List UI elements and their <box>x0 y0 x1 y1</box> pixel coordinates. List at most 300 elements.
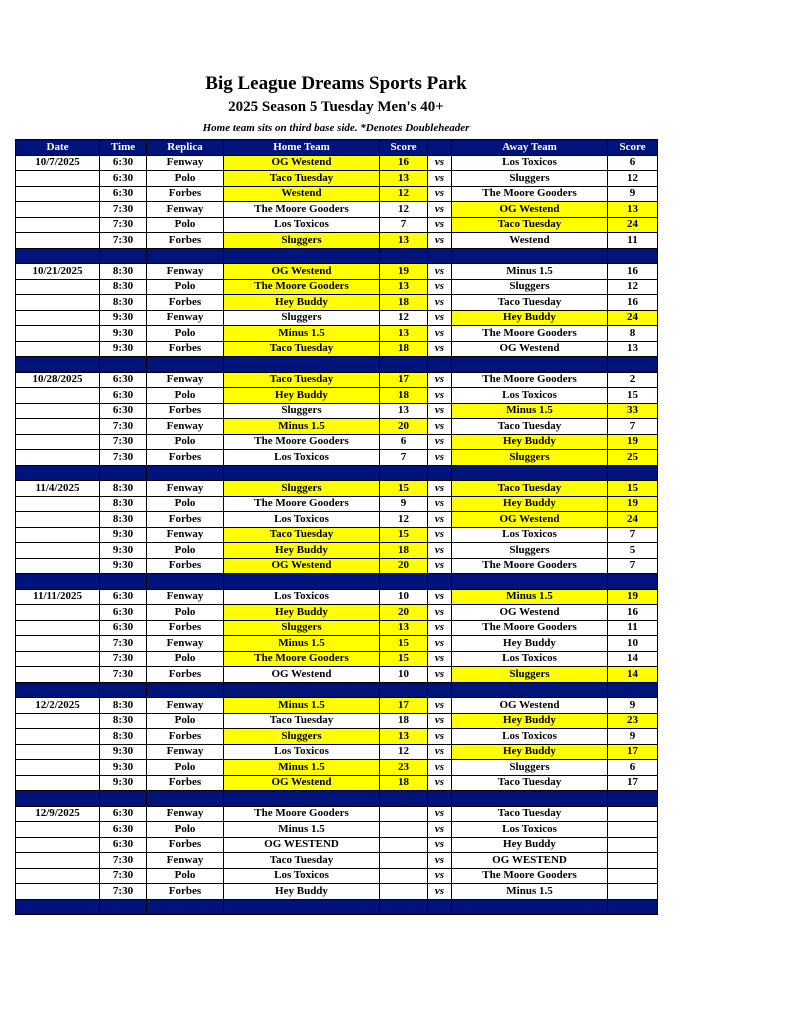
table-row <box>16 543 658 559</box>
game-date <box>16 744 100 760</box>
home-team: Los Toxicos <box>224 217 380 233</box>
page-title: Big League Dreams Sports Park <box>205 73 467 94</box>
field-name: Polo <box>147 496 224 512</box>
away-team: Los Toxicos <box>452 651 608 667</box>
field-name: Polo <box>147 388 224 404</box>
home-team: Hey Buddy <box>224 543 380 559</box>
game-time: 7:30 <box>100 419 147 435</box>
away-team: Sluggers <box>452 760 608 776</box>
vs-label: vs <box>428 512 452 528</box>
home-team: OG Westend <box>224 558 380 574</box>
game-time: 6:30 <box>100 155 147 171</box>
separator-cell <box>224 248 380 264</box>
home-team: Minus 1.5 <box>224 822 380 838</box>
home-score: 12 <box>380 512 428 528</box>
away-team: Los Toxicos <box>452 155 608 171</box>
home-team: Taco Tuesday <box>224 713 380 729</box>
away-score: 13 <box>608 202 658 218</box>
schedule-body <box>16 155 658 915</box>
separator-cell <box>224 357 380 373</box>
game-time: 6:30 <box>100 403 147 419</box>
home-team: Los Toxicos <box>224 744 380 760</box>
away-team: Westend <box>452 233 608 249</box>
game-time: 8:30 <box>100 481 147 497</box>
separator-cell <box>452 574 608 590</box>
separator-cell <box>100 465 147 481</box>
field-name: Forbes <box>147 729 224 745</box>
away-score: 19 <box>608 496 658 512</box>
home-score <box>380 806 428 822</box>
home-score: 18 <box>380 543 428 559</box>
field-name: Fenway <box>147 419 224 435</box>
game-time: 8:30 <box>100 729 147 745</box>
home-score: 13 <box>380 171 428 187</box>
away-score <box>608 806 658 822</box>
separator-cell <box>224 791 380 807</box>
vs-label: vs <box>428 186 452 202</box>
home-score <box>380 853 428 869</box>
game-time: 6:30 <box>100 605 147 621</box>
field-name: Polo <box>147 543 224 559</box>
vs-label: vs <box>428 481 452 497</box>
separator-cell <box>16 682 100 698</box>
vs-label: vs <box>428 496 452 512</box>
field-name: Polo <box>147 279 224 295</box>
home-team: The Moore Gooders <box>224 202 380 218</box>
home-team: Minus 1.5 <box>224 419 380 435</box>
home-team: Sluggers <box>224 310 380 326</box>
vs-label: vs <box>428 527 452 543</box>
separator-cell <box>428 682 452 698</box>
home-team: Taco Tuesday <box>224 372 380 388</box>
table-row <box>16 589 658 605</box>
separator-cell <box>147 682 224 698</box>
game-date <box>16 543 100 559</box>
game-date: 11/11/2025 <box>16 589 100 605</box>
field-name: Forbes <box>147 558 224 574</box>
away-team: Hey Buddy <box>452 496 608 512</box>
home-team: Sluggers <box>224 481 380 497</box>
away-score: 2 <box>608 372 658 388</box>
game-date <box>16 202 100 218</box>
away-team: Los Toxicos <box>452 388 608 404</box>
field-name: Fenway <box>147 636 224 652</box>
field-name: Fenway <box>147 527 224 543</box>
week-separator <box>16 357 658 373</box>
away-score: 12 <box>608 171 658 187</box>
vs-label: vs <box>428 775 452 791</box>
separator-cell <box>428 899 452 915</box>
game-date <box>16 837 100 853</box>
game-time: 7:30 <box>100 233 147 249</box>
away-team: Taco Tuesday <box>452 419 608 435</box>
field-name: Fenway <box>147 155 224 171</box>
home-score <box>380 822 428 838</box>
table-row <box>16 233 658 249</box>
game-time: 9:30 <box>100 744 147 760</box>
away-score: 14 <box>608 651 658 667</box>
home-team: Los Toxicos <box>224 512 380 528</box>
away-score: 33 <box>608 403 658 419</box>
home-score: 20 <box>380 558 428 574</box>
away-team: The Moore Gooders <box>452 326 608 342</box>
separator-cell <box>452 899 608 915</box>
home-score <box>380 837 428 853</box>
table-row <box>16 806 658 822</box>
game-time: 6:30 <box>100 388 147 404</box>
game-time: 8:30 <box>100 496 147 512</box>
table-row <box>16 326 658 342</box>
home-score: 18 <box>380 713 428 729</box>
away-score <box>608 853 658 869</box>
vs-label: vs <box>428 713 452 729</box>
vs-label: vs <box>428 233 452 249</box>
home-team: Los Toxicos <box>224 450 380 466</box>
table-row <box>16 450 658 466</box>
column-header-row <box>16 140 658 156</box>
table-row <box>16 620 658 636</box>
away-score: 24 <box>608 512 658 528</box>
away-score: 11 <box>608 233 658 249</box>
field-name: Forbes <box>147 667 224 683</box>
game-date <box>16 295 100 311</box>
game-time: 9:30 <box>100 543 147 559</box>
week-separator <box>16 791 658 807</box>
game-date <box>16 605 100 621</box>
game-date <box>16 217 100 233</box>
game-date <box>16 326 100 342</box>
game-time: 9:30 <box>100 326 147 342</box>
game-time: 7:30 <box>100 651 147 667</box>
game-time: 7:30 <box>100 667 147 683</box>
away-team: OG Westend <box>452 341 608 357</box>
separator-cell <box>16 791 100 807</box>
separator-cell <box>608 574 658 590</box>
home-score <box>380 884 428 900</box>
table-row <box>16 341 658 357</box>
game-time: 6:30 <box>100 822 147 838</box>
game-date <box>16 884 100 900</box>
table-row <box>16 744 658 760</box>
game-date <box>16 853 100 869</box>
home-score: 15 <box>380 636 428 652</box>
vs-label: vs <box>428 837 452 853</box>
table-row <box>16 868 658 884</box>
away-score: 9 <box>608 186 658 202</box>
separator-cell <box>147 791 224 807</box>
separator-cell <box>16 574 100 590</box>
separator-cell <box>608 248 658 264</box>
col-header-date: Date <box>16 140 100 156</box>
field-name: Forbes <box>147 186 224 202</box>
vs-label: vs <box>428 729 452 745</box>
field-name: Polo <box>147 868 224 884</box>
home-score: 18 <box>380 295 428 311</box>
away-score: 7 <box>608 419 658 435</box>
away-score: 15 <box>608 388 658 404</box>
home-score: 15 <box>380 651 428 667</box>
game-date: 10/21/2025 <box>16 264 100 280</box>
away-team: OG Westend <box>452 202 608 218</box>
home-score: 19 <box>380 264 428 280</box>
game-date <box>16 775 100 791</box>
away-score: 17 <box>608 744 658 760</box>
separator-cell <box>380 682 428 698</box>
home-score: 16 <box>380 155 428 171</box>
vs-label: vs <box>428 651 452 667</box>
vs-label: vs <box>428 295 452 311</box>
game-date <box>16 233 100 249</box>
separator-cell <box>452 791 608 807</box>
table-row <box>16 202 658 218</box>
game-time: 7:30 <box>100 636 147 652</box>
game-date <box>16 760 100 776</box>
game-date <box>16 651 100 667</box>
game-time: 7:30 <box>100 868 147 884</box>
col-header-time: Time <box>100 140 147 156</box>
away-score: 8 <box>608 326 658 342</box>
separator-cell <box>16 357 100 373</box>
home-score: 20 <box>380 419 428 435</box>
away-team: Sluggers <box>452 279 608 295</box>
away-team: The Moore Gooders <box>452 620 608 636</box>
vs-label: vs <box>428 434 452 450</box>
table-row <box>16 310 658 326</box>
field-name: Forbes <box>147 512 224 528</box>
separator-cell <box>608 791 658 807</box>
table-row <box>16 729 658 745</box>
field-name: Polo <box>147 217 224 233</box>
separator-cell <box>452 248 608 264</box>
game-date <box>16 512 100 528</box>
separator-cell <box>452 357 608 373</box>
home-score: 13 <box>380 403 428 419</box>
away-team: The Moore Gooders <box>452 372 608 388</box>
col-header-away-score: Score <box>608 140 658 156</box>
separator-cell <box>147 465 224 481</box>
away-score: 10 <box>608 636 658 652</box>
away-score: 14 <box>608 667 658 683</box>
game-date: 10/28/2025 <box>16 372 100 388</box>
away-score: 17 <box>608 775 658 791</box>
home-team: OG Westend <box>224 775 380 791</box>
field-name: Fenway <box>147 310 224 326</box>
field-name: Fenway <box>147 481 224 497</box>
home-team: Hey Buddy <box>224 884 380 900</box>
away-score: 16 <box>608 605 658 621</box>
home-team: Sluggers <box>224 233 380 249</box>
game-date <box>16 419 100 435</box>
col-header-home-score: Score <box>380 140 428 156</box>
separator-cell <box>428 791 452 807</box>
field-name: Fenway <box>147 264 224 280</box>
away-team: Minus 1.5 <box>452 264 608 280</box>
home-team: The Moore Gooders <box>224 279 380 295</box>
home-team: The Moore Gooders <box>224 806 380 822</box>
separator-cell <box>147 357 224 373</box>
game-date <box>16 822 100 838</box>
game-date <box>16 527 100 543</box>
game-time: 8:30 <box>100 512 147 528</box>
vs-label: vs <box>428 450 452 466</box>
away-team: Minus 1.5 <box>452 884 608 900</box>
table-row <box>16 419 658 435</box>
table-row <box>16 822 658 838</box>
vs-label: vs <box>428 341 452 357</box>
field-name: Fenway <box>147 589 224 605</box>
separator-cell <box>147 574 224 590</box>
away-team: OG Westend <box>452 698 608 714</box>
game-date: 12/2/2025 <box>16 698 100 714</box>
home-score: 18 <box>380 341 428 357</box>
game-date <box>16 388 100 404</box>
game-date <box>16 434 100 450</box>
vs-label: vs <box>428 310 452 326</box>
home-score: 10 <box>380 589 428 605</box>
home-team: Taco Tuesday <box>224 341 380 357</box>
game-date <box>16 186 100 202</box>
separator-cell <box>100 791 147 807</box>
table-row <box>16 527 658 543</box>
game-time: 7:30 <box>100 434 147 450</box>
field-name: Forbes <box>147 403 224 419</box>
vs-label: vs <box>428 202 452 218</box>
home-score: 7 <box>380 450 428 466</box>
table-row <box>16 558 658 574</box>
table-row <box>16 667 658 683</box>
away-team: Minus 1.5 <box>452 403 608 419</box>
home-score: 7 <box>380 217 428 233</box>
game-time: 8:30 <box>100 713 147 729</box>
game-date <box>16 868 100 884</box>
away-score: 6 <box>608 155 658 171</box>
game-date <box>16 341 100 357</box>
separator-cell <box>147 248 224 264</box>
away-team: Sluggers <box>452 171 608 187</box>
home-score: 18 <box>380 388 428 404</box>
game-time: 8:30 <box>100 279 147 295</box>
home-team: OG Westend <box>224 264 380 280</box>
game-time: 8:30 <box>100 295 147 311</box>
table-row <box>16 853 658 869</box>
away-team: Los Toxicos <box>452 729 608 745</box>
game-time: 7:30 <box>100 202 147 218</box>
field-name: Fenway <box>147 698 224 714</box>
vs-label: vs <box>428 372 452 388</box>
separator-cell <box>428 574 452 590</box>
vs-label: vs <box>428 589 452 605</box>
home-team: The Moore Gooders <box>224 651 380 667</box>
away-score: 15 <box>608 481 658 497</box>
vs-label: vs <box>428 155 452 171</box>
vs-label: vs <box>428 403 452 419</box>
table-row <box>16 884 658 900</box>
game-time: 9:30 <box>100 527 147 543</box>
vs-label: vs <box>428 698 452 714</box>
table-row <box>16 481 658 497</box>
away-score: 9 <box>608 729 658 745</box>
separator-cell <box>224 682 380 698</box>
away-score: 16 <box>608 264 658 280</box>
schedule-table <box>15 139 658 915</box>
away-score: 9 <box>608 698 658 714</box>
table-row <box>16 496 658 512</box>
home-score: 18 <box>380 775 428 791</box>
separator-cell <box>224 899 380 915</box>
table-row <box>16 605 658 621</box>
home-team: OG WESTEND <box>224 837 380 853</box>
away-team: The Moore Gooders <box>452 186 608 202</box>
vs-label: vs <box>428 620 452 636</box>
away-team: Taco Tuesday <box>452 481 608 497</box>
separator-cell <box>380 465 428 481</box>
table-row <box>16 171 658 187</box>
separator-cell <box>608 899 658 915</box>
field-name: Polo <box>147 760 224 776</box>
home-score: 12 <box>380 202 428 218</box>
vs-label: vs <box>428 884 452 900</box>
separator-cell <box>428 248 452 264</box>
game-time: 6:30 <box>100 372 147 388</box>
home-score: 13 <box>380 326 428 342</box>
field-name: Polo <box>147 434 224 450</box>
game-time: 6:30 <box>100 186 147 202</box>
field-name: Forbes <box>147 775 224 791</box>
vs-label: vs <box>428 326 452 342</box>
away-team: OG Westend <box>452 512 608 528</box>
away-score: 19 <box>608 589 658 605</box>
field-name: Forbes <box>147 837 224 853</box>
game-time: 9:30 <box>100 775 147 791</box>
away-score: 7 <box>608 527 658 543</box>
vs-label: vs <box>428 636 452 652</box>
separator-cell <box>428 465 452 481</box>
game-time: 8:30 <box>100 264 147 280</box>
field-name: Polo <box>147 326 224 342</box>
home-team: Los Toxicos <box>224 589 380 605</box>
home-score: 10 <box>380 667 428 683</box>
vs-label: vs <box>428 388 452 404</box>
away-score: 11 <box>608 620 658 636</box>
field-name: Fenway <box>147 806 224 822</box>
home-score: 12 <box>380 744 428 760</box>
field-name: Fenway <box>147 372 224 388</box>
away-team: Hey Buddy <box>452 636 608 652</box>
home-team: OG Westend <box>224 155 380 171</box>
home-score: 13 <box>380 233 428 249</box>
away-score: 16 <box>608 295 658 311</box>
away-score: 23 <box>608 713 658 729</box>
game-date: 11/4/2025 <box>16 481 100 497</box>
table-row <box>16 388 658 404</box>
field-name: Forbes <box>147 884 224 900</box>
game-time: 7:30 <box>100 884 147 900</box>
home-team: Taco Tuesday <box>224 171 380 187</box>
field-name: Forbes <box>147 295 224 311</box>
home-team: Hey Buddy <box>224 295 380 311</box>
away-team: Los Toxicos <box>452 527 608 543</box>
field-name: Fenway <box>147 202 224 218</box>
home-score: 15 <box>380 527 428 543</box>
separator-cell <box>100 248 147 264</box>
game-date: 10/7/2025 <box>16 155 100 171</box>
separator-cell <box>380 574 428 590</box>
game-date <box>16 558 100 574</box>
game-time: 6:30 <box>100 837 147 853</box>
separator-cell <box>608 465 658 481</box>
field-name: Fenway <box>147 853 224 869</box>
table-row <box>16 155 658 171</box>
